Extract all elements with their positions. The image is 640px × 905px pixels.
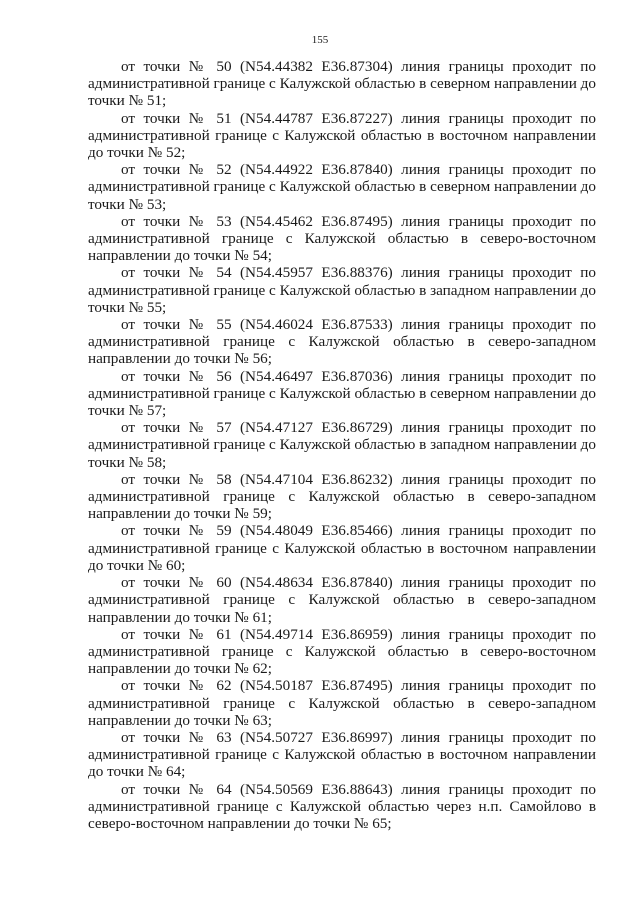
document-body (88, 58, 596, 832)
boundary-paragraph: от точки № 62 (N54.50187 E36.87495) линия границы проходит по административной границе с Калужской областью в северо-западном направлении до точки № 63; (88, 677, 596, 729)
boundary-paragraph: от точки № 57 (N54.47127 E36.86729) линия границы проходит по административной границе с Калужской областью в западном направлении до точки № 58; (88, 419, 597, 471)
boundary-paragraph: от точки № 51 (N54.44787 E36.87227) линия границы проходит по административной границе с Калужской областью в восточном направлении до точки № 52; (88, 109, 596, 162)
boundary-paragraph: от точки № 59 (N54.48049 E36.85466) линия границы проходит по административной границе с Калужской областью в восточном направлении до точки № 60; (88, 522, 596, 574)
boundary-paragraph: от точки № 56 (N54.46497 E36.87036) линия границы проходит по административной границе с Калужской областью в северном направлении до точки № 57; (88, 367, 596, 420)
page-number: 155 (311, 34, 329, 46)
boundary-paragraph: от точки № 54 (N54.45957 E36.88376) линия границы проходит по административной границе с Калужской областью в западном направлении до точки № 55; (88, 264, 597, 316)
boundary-paragraph: от точки № 60 (N54.48634 E36.87840) линия границы проходит по административной границе с Калужской областью в северо-западном направлении до точки № 61; (88, 574, 596, 626)
boundary-paragraph: от точки № 61 (N54.49714 E36.86959) линия границы проходит по административной границе с Калужской областью в северо-восточном направлении до точки № 62; (88, 625, 596, 678)
boundary-paragraph: от точки № 53 (N54.45462 E36.87495) линия границы проходит по административной границе с Калужской областью в северо-восточном направлении до точки № 54; (88, 212, 596, 265)
boundary-paragraph: от точки № 52 (N54.44922 E36.87840) линия границы проходит по административной границе с Калужской областью в северном направлении до точки № 53; (88, 161, 596, 213)
boundary-paragraph: от точки № 64 (N54.50569 E36.88643) линия границы проходит по административной границе с Калужской областью через н.п. Самойлово в северо-восточном направлении до точки № 65; (88, 780, 596, 832)
boundary-paragraph: от точки № 63 (N54.50727 E36.86997) линия границы проходит по административной границе с Калужской областью в восточном направлении до точки № 64; (88, 728, 596, 781)
boundary-paragraph: от точки № 50 (N54.44382 E36.87304) линия границы проходит по административной границе с Калужской областью в северном направлении до точки № 51; (88, 58, 596, 110)
boundary-paragraph: от точки № 58 (N54.47104 E36.86232) линия границы проходит по административной границе с Калужской областью в северо-западном направлении до точки № 59; (88, 470, 596, 523)
boundary-paragraph: от точки № 55 (N54.46024 E36.87533) линия границы проходит по административной границе с Калужской областью в северо-западном направлении до точки № 56; (88, 316, 596, 368)
